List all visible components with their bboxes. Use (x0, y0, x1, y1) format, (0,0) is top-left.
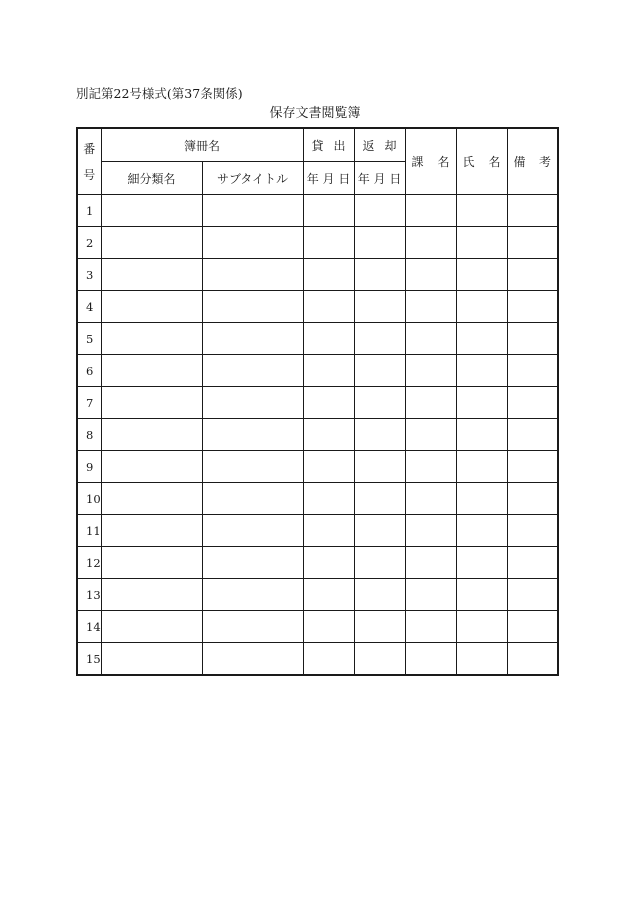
lend-date-cell[interactable] (303, 611, 354, 643)
section-cell[interactable] (405, 387, 456, 419)
table-row (77, 387, 558, 419)
subtitle-cell[interactable] (202, 355, 303, 387)
section-cell[interactable] (405, 259, 456, 291)
header-row-1 (77, 128, 558, 162)
table-row (77, 611, 558, 643)
section-cell[interactable] (405, 355, 456, 387)
name-cell[interactable] (456, 547, 507, 579)
lend-date-cell[interactable] (303, 387, 354, 419)
remarks-cell[interactable] (507, 323, 558, 355)
subtitle-cell[interactable] (202, 195, 303, 227)
section-cell[interactable] (405, 227, 456, 259)
name-cell[interactable] (456, 451, 507, 483)
name-header-right: 名 (488, 155, 501, 169)
row-number: 1 (77, 195, 101, 227)
lend-date-cell[interactable] (303, 419, 354, 451)
lend-header-right: 出 (333, 138, 346, 153)
remarks-cell[interactable] (507, 195, 558, 227)
name-cell[interactable] (456, 515, 507, 547)
subcategory-cell[interactable] (101, 259, 202, 291)
name-cell[interactable] (456, 611, 507, 643)
remarks-cell[interactable] (507, 547, 558, 579)
name-header-left: 氏 (462, 155, 475, 169)
remarks-cell[interactable] (507, 451, 558, 483)
row-number: 4 (77, 291, 101, 323)
return-date-cell[interactable] (354, 515, 405, 547)
subtitle-cell[interactable] (202, 291, 303, 323)
lend-date-cell[interactable] (303, 323, 354, 355)
number-header (77, 128, 101, 195)
lend-header (303, 128, 354, 162)
book-name-header: 簿冊名 (101, 128, 303, 162)
row-number: 12 (77, 547, 101, 579)
row-number: 13 (77, 579, 101, 611)
return-date-cell[interactable] (354, 451, 405, 483)
return-date-cell[interactable] (354, 355, 405, 387)
subcategory-cell[interactable] (101, 291, 202, 323)
subcategory-cell[interactable] (101, 355, 202, 387)
section-cell[interactable] (405, 547, 456, 579)
table-row (77, 323, 558, 355)
subtitle-cell[interactable] (202, 419, 303, 451)
return-date-cell[interactable] (354, 387, 405, 419)
table-row (77, 451, 558, 483)
subcategory-cell[interactable] (101, 451, 202, 483)
name-cell[interactable] (456, 227, 507, 259)
number-header-top: 番 (83, 141, 96, 156)
form-caption: 別記第22号様式(第37条関係) (76, 86, 243, 101)
return-date-cell[interactable] (354, 227, 405, 259)
remarks-cell[interactable] (507, 515, 558, 547)
name-cell[interactable] (456, 579, 507, 611)
lend-date-header: 年 月 日 (303, 162, 354, 195)
number-header-bottom: 号 (83, 167, 96, 182)
subcategory-cell[interactable] (101, 547, 202, 579)
name-cell[interactable] (456, 291, 507, 323)
lend-date-cell[interactable] (303, 579, 354, 611)
table-row (77, 355, 558, 387)
table-row (77, 579, 558, 611)
subtitle-cell[interactable] (202, 227, 303, 259)
subtitle-cell[interactable] (202, 451, 303, 483)
subcategory-cell[interactable] (101, 643, 202, 676)
name-cell[interactable] (456, 419, 507, 451)
return-header-left: 返 (362, 138, 375, 153)
return-date-cell[interactable] (354, 323, 405, 355)
subtitle-cell[interactable] (202, 547, 303, 579)
table-row (77, 419, 558, 451)
return-header-right: 却 (384, 138, 397, 153)
table-row (77, 291, 558, 323)
return-date-cell[interactable] (354, 195, 405, 227)
row-number: 8 (77, 419, 101, 451)
remarks-cell[interactable] (507, 419, 558, 451)
row-number: 9 (77, 451, 101, 483)
remarks-cell[interactable] (507, 291, 558, 323)
lend-date-cell[interactable] (303, 643, 354, 676)
section-cell[interactable] (405, 611, 456, 643)
section-cell[interactable] (405, 515, 456, 547)
lend-date-cell[interactable] (303, 195, 354, 227)
lend-date-cell[interactable] (303, 451, 354, 483)
return-date-cell[interactable] (354, 579, 405, 611)
row-number: 2 (77, 227, 101, 259)
remarks-cell[interactable] (507, 387, 558, 419)
subcategory-cell[interactable] (101, 483, 202, 515)
return-date-header: 年 月 日 (354, 162, 405, 195)
name-cell[interactable] (456, 387, 507, 419)
subcategory-cell[interactable] (101, 387, 202, 419)
register-body (77, 195, 558, 676)
lend-date-cell[interactable] (303, 515, 354, 547)
name-cell[interactable] (456, 195, 507, 227)
remarks-cell[interactable] (507, 611, 558, 643)
return-date-cell[interactable] (354, 483, 405, 515)
row-number: 11 (77, 515, 101, 547)
table-row (77, 547, 558, 579)
lend-date-cell[interactable] (303, 355, 354, 387)
subcategory-header: 細分類名 (101, 162, 202, 195)
return-date-cell[interactable] (354, 547, 405, 579)
section-cell[interactable] (405, 579, 456, 611)
remarks-header-right: 考 (539, 155, 552, 169)
return-date-cell[interactable] (354, 291, 405, 323)
subtitle-cell[interactable] (202, 643, 303, 676)
lend-date-cell[interactable] (303, 227, 354, 259)
subcategory-cell[interactable] (101, 195, 202, 227)
table-row (77, 515, 558, 547)
remarks-cell[interactable] (507, 227, 558, 259)
return-date-cell[interactable] (354, 611, 405, 643)
row-number: 10 (77, 483, 101, 515)
table-row (77, 227, 558, 259)
row-number: 3 (77, 259, 101, 291)
return-header (354, 128, 405, 162)
remarks-cell[interactable] (507, 259, 558, 291)
subtitle-cell[interactable] (202, 579, 303, 611)
remarks-header-left: 備 (513, 155, 526, 169)
section-cell[interactable] (405, 195, 456, 227)
section-cell[interactable] (405, 323, 456, 355)
lend-date-cell[interactable] (303, 483, 354, 515)
name-header (456, 128, 507, 195)
row-number: 15 (77, 643, 101, 676)
name-cell[interactable] (456, 643, 507, 676)
section-header-left: 課 (411, 155, 424, 169)
name-cell[interactable] (456, 355, 507, 387)
lend-header-left: 貸 (311, 138, 324, 153)
subtitle-cell[interactable] (202, 259, 303, 291)
section-cell[interactable] (405, 291, 456, 323)
subtitle-cell[interactable] (202, 387, 303, 419)
reading-register-table (76, 127, 559, 676)
section-header-right: 名 (437, 155, 450, 169)
section-header (405, 128, 456, 195)
subcategory-cell[interactable] (101, 515, 202, 547)
row-number: 7 (77, 387, 101, 419)
subtitle-cell[interactable] (202, 515, 303, 547)
lend-date-cell[interactable] (303, 259, 354, 291)
form-title: 保存文書閲覧簿 (269, 106, 361, 121)
name-cell[interactable] (456, 259, 507, 291)
return-date-cell[interactable] (354, 419, 405, 451)
remarks-cell[interactable] (507, 483, 558, 515)
return-date-cell[interactable] (354, 259, 405, 291)
table-row (77, 259, 558, 291)
name-cell[interactable] (456, 483, 507, 515)
subtitle-header: サブタイトル (202, 162, 303, 195)
section-cell[interactable] (405, 643, 456, 676)
row-number: 5 (77, 323, 101, 355)
subcategory-cell[interactable] (101, 419, 202, 451)
name-cell[interactable] (456, 323, 507, 355)
lend-date-cell[interactable] (303, 547, 354, 579)
row-number: 6 (77, 355, 101, 387)
remarks-cell[interactable] (507, 355, 558, 387)
remarks-cell[interactable] (507, 579, 558, 611)
return-date-cell[interactable] (354, 643, 405, 676)
section-cell[interactable] (405, 483, 456, 515)
subcategory-cell[interactable] (101, 323, 202, 355)
subtitle-cell[interactable] (202, 323, 303, 355)
subcategory-cell[interactable] (101, 579, 202, 611)
section-cell[interactable] (405, 451, 456, 483)
subtitle-cell[interactable] (202, 611, 303, 643)
row-number: 14 (77, 611, 101, 643)
table-row (77, 483, 558, 515)
remarks-header (507, 128, 558, 195)
subcategory-cell[interactable] (101, 611, 202, 643)
remarks-cell[interactable] (507, 643, 558, 676)
table-row (77, 195, 558, 227)
subtitle-cell[interactable] (202, 483, 303, 515)
lend-date-cell[interactable] (303, 291, 354, 323)
section-cell[interactable] (405, 419, 456, 451)
table-row (77, 643, 558, 676)
subcategory-cell[interactable] (101, 227, 202, 259)
